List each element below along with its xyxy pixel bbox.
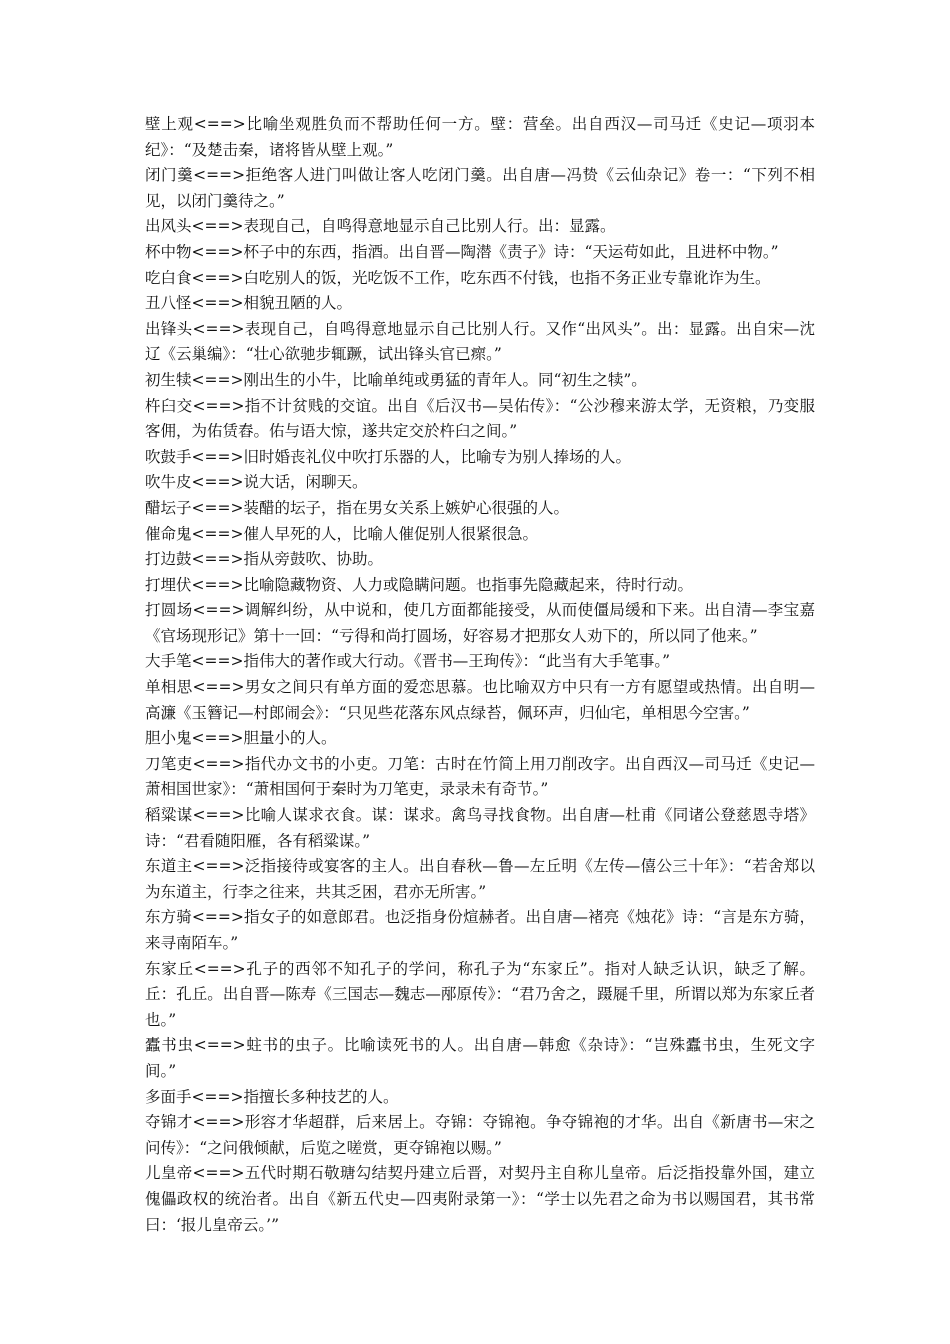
idiom-entry: 杯中物<==>杯子中的东西，指酒。出自晋—陶潜《责子》诗：“天运苟如此，且进杯中物。” — [145, 242, 779, 261]
idiom-entry: 儿皇帝<==>五代时期石敬瑭勾结契丹建立后晋，对契丹主自称儿皇帝。后泛指投靠外国，建立傀儡政权的统治者。出自《新五代史—四夷附录第一》：“学士以先君之命为书以赐国君，其书常曰：‘报儿皇帝云。’” — [145, 1164, 815, 1234]
idiom-entry: 出风头<==>表现自己，自鸣得意地显示自己比别人行。出：显露。 — [145, 217, 616, 236]
idiom-entry: 东方骑<==>指女子的如意郎君。也泛指身份煊赫者。出自唐—褚亮《烛花》诗：“言是东方骑，来寻南陌车。” — [145, 908, 815, 952]
idiom-entry: 夺锦才<==>形容才华超群，后来居上。夺锦：夺锦袍。争夺锦袍的才华。出自《新唐书—宋之问传》：“之问俄倾献，后览之嗟赏，更夺锦袍以赐。” — [145, 1113, 815, 1157]
idiom-entry: 刀笔吏<==>指代办文书的小吏。刀笔：古时在竹简上用刀削改字。出自西汉—司马迁《史记—萧相国世家》：“萧相国何于秦时为刀笔吏，录录未有奇节。” — [145, 754, 815, 799]
idiom-entry: 杵臼交<==>指不计贫贱的交谊。出自《后汉书—吴佑传》：“公沙穆来游太学，无资粮，乃变服客佣，为佑赁舂。佑与语大惊，遂共定交於杵臼之间。” — [145, 396, 815, 441]
idiom-entry: 打圆场<==>调解纠纷，从中说和，使几方面都能接受，从而使僵局缓和下来。出自清—李宝嘉《官场现形记》第十一回：“亏得和尚打圆场，好容易才把那女人劝下的，所以同了他来。” — [145, 601, 815, 645]
idiom-entry: 打埋伏<==>比喻隐藏物资、人力或隐瞒问题。也指事先隐藏起来，待时行动。 — [145, 575, 693, 594]
idiom-entry: 吃白食<==>白吃别人的饭，光吃饭不工作，吃东西不付钱，也指不务正业专靠讹诈为生。 — [145, 268, 771, 287]
idiom-entry: 多面手<==>指擅长多种技艺的人。 — [145, 1087, 399, 1106]
idiom-entry: 大手笔<==>指伟大的著作或大行动。《晋书—王珣传》：“此当有大手笔事。” — [145, 652, 671, 671]
idiom-entry: 壁上观<==>比喻坐观胜负而不帮助任何一方。壁：营垒。出自西汉—司马迁《史记—项羽本纪》：“及楚击秦，诸将皆从壁上观。” — [145, 115, 815, 159]
idiom-entry: 单相思<==>男女之间只有单方面的爱恋思慕。也比喻双方中只有一方有愿望或热情。出自明—高濂《玉簪记—村郎闹会》：“只见些花落东风点绿苔，佩环声，归仙宅，单相思今空害。” — [145, 678, 815, 722]
idiom-entry: 闭门羹<==>拒绝客人进门叫做让客人吃闭门羹。出自唐—冯贽《云仙杂记》卷一：“下列不相见，以闭门羹待之。” — [145, 166, 815, 210]
idiom-entry: 打边鼓<==>指从旁鼓吹、协助。 — [145, 550, 383, 569]
idiom-entry: 醋坛子<==>装醋的坛子，指在男女关系上嫉妒心很强的人。 — [145, 498, 569, 517]
idiom-entry: 东道主<==>泛指接待或宴客的主人。出自春秋—鲁—左丘明《左传—僖公三十年》：“若舍郑以为东道主，行李之往来，共其乏困，君亦无所害。” — [145, 857, 815, 901]
idiom-entry: 蠹书虫<==>蛀书的虫子。比喻读死书的人。出自唐—韩愈《杂诗》：“岂殊蠹书虫，生死文字间。” — [145, 1036, 815, 1080]
idiom-entry: 东家丘<==>孔子的西邻不知孔子的学问，称孔子为“东家丘”。指对人缺乏认识，缺乏了解。丘：孔丘。出自晋—陈寿《三国志—魏志—邴原传》：“君乃舍之，蹑屣千里，所谓以郑为东家丘者也。” — [145, 959, 815, 1029]
idiom-entry: 吹鼓手<==>旧时婚丧礼仪中吹打乐器的人，比喻专为别人捧场的人。 — [145, 447, 631, 466]
idiom-entry: 稻粱谋<==>比喻人谋求衣食。谋：谋求。禽鸟寻找食物。出自唐—杜甫《同诸公登慈恩寺塔》诗：“君看随阳雁，各有稻粱谋。” — [145, 806, 815, 850]
idiom-entry: 丑八怪<==>相貌丑陋的人。 — [145, 294, 352, 313]
idiom-entry: 催命鬼<==>催人早死的人，比喻人催促别人很紧很急。 — [145, 524, 538, 543]
idiom-entry: 初生犊<==>刚出生的小牛，比喻单纯或勇猛的青年人。同“初生之犊”。 — [145, 370, 647, 389]
idiom-entry: 出锋头<==>表现自己，自鸣得意地显示自己比别人行。又作“出风头”。出：显露。出自宋—沈辽《云巢编》：“壮心欲驰步辄蹶，试出锋头官已瘝。” — [145, 319, 815, 364]
idiom-list — [145, 112, 815, 1238]
idiom-entry: 胆小鬼<==>胆量小的人。 — [145, 729, 337, 748]
idiom-entry: 吹牛皮<==>说大话，闲聊天。 — [145, 473, 368, 492]
